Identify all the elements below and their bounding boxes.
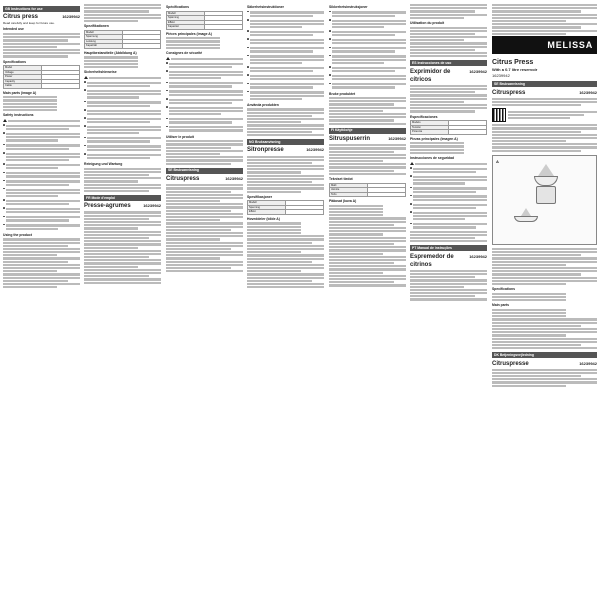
product-title-es: Exprimidor de cítricos 16239942 — [410, 68, 487, 83]
section-band-french: FR Mode d'emploi — [84, 195, 161, 201]
product-title-pt: Espremedor de citrinos 16239942 — [410, 253, 487, 268]
heading-main-parts-fi: Pääosat (kuva A) — [329, 199, 357, 204]
product-title-dk: Citruspresse 16239942 — [492, 360, 597, 367]
section-band-portuguese: PT Manual de instruções — [410, 245, 487, 251]
heading-main-parts-cover: Main parts — [492, 303, 509, 308]
column-norwegian — [329, 3, 406, 597]
cover-number: 16239942 — [492, 72, 510, 78]
section-band-spanish: ES Instrucciones de uso — [410, 60, 487, 66]
specs-table-de: Modell Spannung Leistung Kapazität — [84, 30, 161, 49]
column-german — [84, 3, 161, 597]
section-band-norwegian: NO Bruksanvisning — [247, 139, 324, 145]
citrus-press-exploded-icon — [514, 208, 538, 222]
product-subtitle: Read carefully and keep for future use. — [3, 21, 55, 26]
heading-use-no: Bruke produktet — [329, 91, 356, 96]
specs-table: Model Voltage Power Capacity Cable — [3, 65, 80, 89]
product-title-text: Citrus press — [3, 14, 39, 21]
section-band-finnish: FI Käyttöohje — [329, 128, 406, 134]
heading-using: Using the product — [3, 232, 33, 237]
brand-logo: MELISSA — [492, 36, 597, 54]
cover-subtitle: With a 0.7 litre reservoir — [492, 67, 538, 73]
column-french — [166, 3, 243, 597]
heading-safety-fr: Consignes de sécurité — [166, 50, 203, 55]
qr-code-icon — [492, 108, 506, 122]
specs-table-no: Modell Spenning Effekt — [247, 200, 324, 215]
heading-specifications-es: Especificaciones — [410, 114, 438, 119]
heading-use-fr: Utiliser le produit — [166, 134, 194, 139]
heading-specifications-fi: Tekniset tiedot — [329, 177, 353, 182]
product-title-se: Citruspress 16239942 — [166, 176, 243, 183]
heading-intended-use: Intended use — [3, 27, 24, 32]
heading-main-parts-no: Hoveddeler (bilde A) — [247, 216, 280, 221]
product-title-se-cover: Citruspress 16239942 — [492, 89, 597, 96]
section-band-swedish: SE Bruksanvisning — [166, 168, 243, 174]
heading-safety-de: Sicherheitshinweise — [84, 70, 117, 75]
specs-table-es: Modelo Tensión Potencia — [410, 120, 487, 135]
heading-main-parts-de: Hauptbestandteile (Abbildung A) — [84, 50, 137, 55]
heading-safety: Safety instructions — [3, 113, 34, 118]
heading-cleaning-de: Reinigung und Wartung — [84, 161, 123, 166]
product-title-fi: Sitruspuserrin 16239942 — [329, 136, 406, 143]
heading-main-parts-fr: Pièces principales (image A) — [166, 31, 212, 36]
heading-use-fi: Utilisation du produit — [410, 20, 445, 25]
heading-use-se: Använda produkten — [247, 102, 279, 107]
product-illustration — [492, 155, 597, 245]
product-title-no: Sitronpresse 16239942 — [247, 147, 324, 154]
specs-table-fr: Modell Spänning Effekt Kapacitet — [166, 11, 243, 30]
section-band-danish: DK Betjeningsvejledning — [492, 352, 597, 358]
warning-icon — [166, 57, 243, 61]
company-info — [492, 108, 597, 122]
warning-icon — [410, 162, 487, 166]
warning-icon — [84, 76, 161, 80]
cover-title: Citrus Press — [492, 59, 534, 67]
citrus-press-icon — [534, 164, 558, 204]
heading-main-parts: Main parts (image A) — [3, 90, 37, 95]
product-number: 16239942 — [62, 14, 80, 20]
heading-specifications: Specifications — [3, 59, 26, 64]
product-title-fr: Presse-agrumes 16239942 — [84, 203, 161, 210]
heading-specifications-no: Spesifikasjoner — [247, 194, 273, 199]
heading-specifications-cover: Specifications — [492, 287, 515, 292]
heading-safety-se: Säkerhetsinstruktioner — [247, 5, 284, 9]
specs-table-fi: Malli Jännite Teho — [329, 183, 406, 198]
product-title — [3, 13, 80, 21]
column-spanish — [410, 3, 487, 597]
section-band-swedish-cover: SE Bruksanvisning — [492, 81, 597, 87]
heading-specifications-fr: Spécifications — [166, 5, 189, 9]
column-english — [3, 3, 80, 597]
section-band-english: GB Instructions for use — [3, 6, 80, 12]
heading-safety-no: Sikkerhetsinstruksjoner — [329, 5, 368, 9]
column-cover — [492, 3, 597, 597]
heading-main-parts-es: Piezas principales (imagen A) — [410, 136, 458, 141]
image-label: A — [496, 158, 499, 164]
heading-safety-es: Instrucciones de seguridad — [410, 156, 455, 160]
column-swedish — [247, 3, 324, 597]
warning-icon — [3, 119, 80, 123]
heading-specifications-de: Spezifikationen — [84, 24, 109, 29]
